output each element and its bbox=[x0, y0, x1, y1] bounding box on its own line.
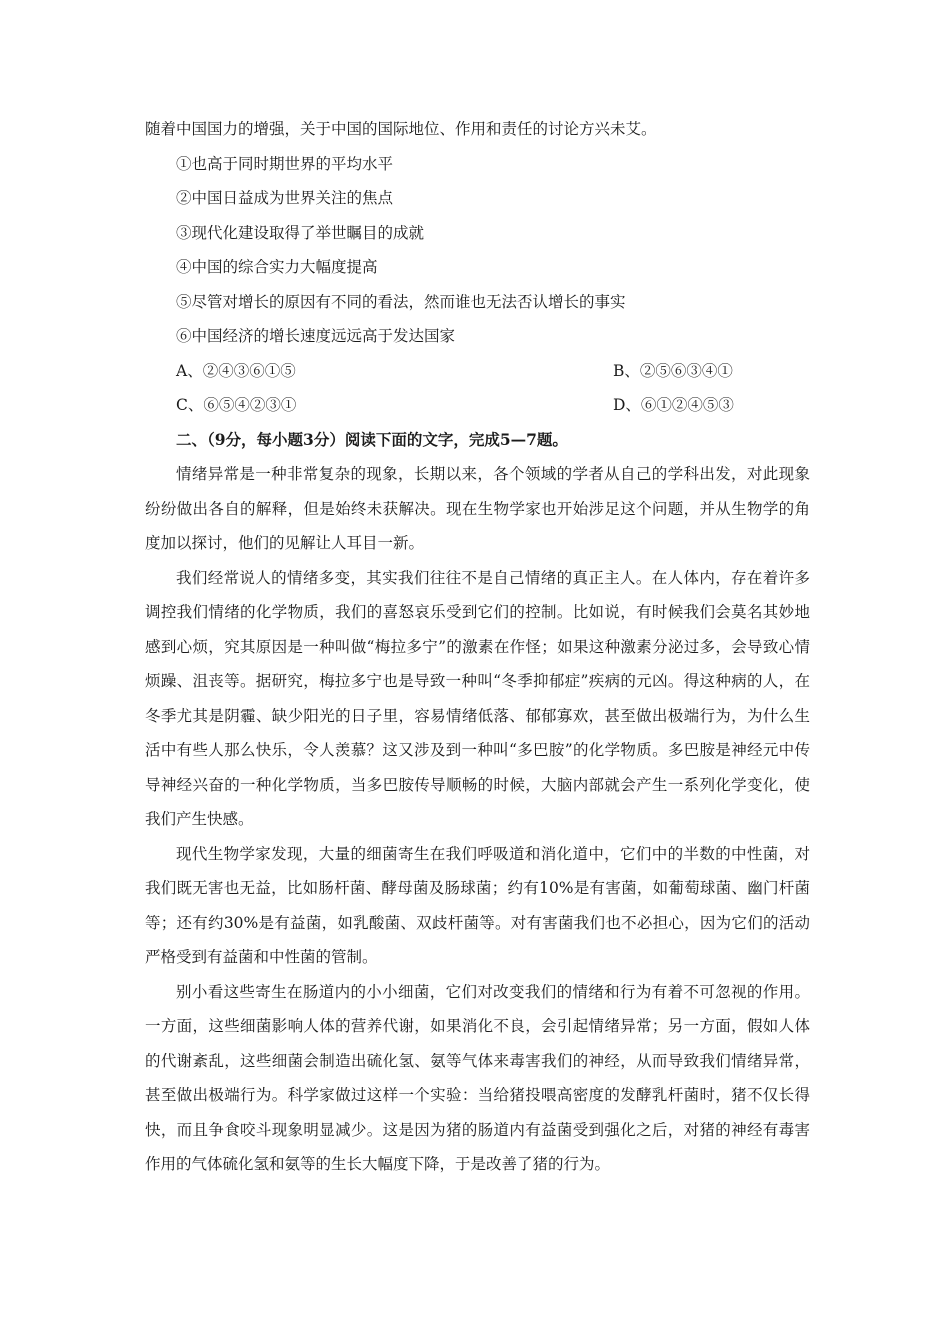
option-a: A、②④③⑥①⑤ bbox=[176, 361, 296, 380]
paragraph: 我们经常说人的情绪多变，其实我们往往不是自己情绪的真正主人。在人体内，存在着许多调控我们情绪的化学物质，我们的喜怒哀乐受到它们的控制。比如说，有时候我们会莫名其妙地感到心烦，究其原因是一种叫做“梅拉多宁”的激素在作怪；如果这种激素分泌过多，会导致心情烦躁、沮丧等。据研究，梅拉多宁也是导致一种叫“冬季抑郁症”疾病的元凶。得这种病的人，在冬季尤其是阴霾、缺少阳光的日子里，容易情绪低落、郁郁寡欢，甚至做出极端行为，为什么生活中有些人那么快乐，令人羡慕？这又涉及到一种叫“多巴胺”的化学物质。多巴胺是神经元中传导神经兴奋的一种化学物质，当多巴胺传导顺畅的时候，大脑内部就会产生一系列化学变化，使我们产生快感。 bbox=[145, 568, 810, 828]
paragraph: 别小看这些寄生在肠道内的小小细菌，它们对改变我们的情绪和行为有着不可忽视的作用。一方面，这些细菌影响人体的营养代谢，如果消化不良，会引起情绪异常；另一方面，假如人体的代谢紊乱，这些细菌会制造出硫化氢、氨等气体来毒害我们的神经，从而导致我们情绪异常，甚至做出极端行为。科学家做过这样一个实验：当给猪投喂高密度的发酵乳杆菌时，猪不仅长得快，而且争食咬斗现象明显减少。这是因为猪的肠道内有益菌受到强化之后，对猪的神经有毒害作用的气体硫化氢和氨等的生长大幅度下降，于是改善了猪的行为。 bbox=[145, 982, 810, 1173]
document-page bbox=[145, 112, 810, 1182]
option-c: C、⑥⑤④②③① bbox=[176, 396, 297, 414]
list-item: ①也高于同时期世界的平均水平 bbox=[176, 154, 394, 173]
intro-line: 随着中国国力的增强，关于中国的国际地位、作用和责任的讨论方兴未艾。 bbox=[145, 120, 657, 138]
list-item: ⑤尽管对增长的原因有不同的看法，然而谁也无法否认增长的事实 bbox=[176, 292, 626, 311]
numbered-list bbox=[145, 147, 810, 354]
list-item: ④中国的综合实力大幅度提高 bbox=[176, 258, 378, 276]
paragraph: 情绪异常是一种非常复杂的现象，长期以来，各个领域的学者从自己的学科出发，对此现象纷纷做出各自的解释，但是始终未获解决。现在生物学家也开始涉足这个问题，并从生物学的角度加以探讨，他们的见解让人耳目一新。 bbox=[145, 465, 810, 552]
option-d: D、⑥①②④⑤③ bbox=[613, 396, 734, 414]
list-item: ③现代化建设取得了举世瞩目的成就 bbox=[176, 223, 425, 242]
section-heading: 二、（9分，每小题3分）阅读下面的文字，完成5—7题。 bbox=[176, 429, 568, 449]
reading-passage bbox=[145, 457, 810, 1182]
answer-row bbox=[145, 354, 810, 389]
answer-options bbox=[145, 354, 810, 423]
list-item: ⑥中国经济的增长速度远远高于发达国家 bbox=[176, 327, 456, 345]
paragraph: 现代生物学家发现，大量的细菌寄生在我们呼吸道和消化道中，它们中的半数的中性菌，对我们既无害也无益，比如肠杆菌、酵母菌及肠球菌；约有10%是有害菌，如葡萄球菌、幽门杆菌等；还有约30%是有益菌，如乳酸菌、双歧杆菌等。对有害菌我们也不必担心，因为它们的活动严格受到有益菌和中性菌的管制。 bbox=[145, 844, 810, 966]
answer-row bbox=[145, 388, 810, 423]
list-item: ②中国日益成为世界关注的焦点 bbox=[176, 189, 394, 207]
option-b: B、②⑤⑥③④① bbox=[613, 361, 733, 380]
